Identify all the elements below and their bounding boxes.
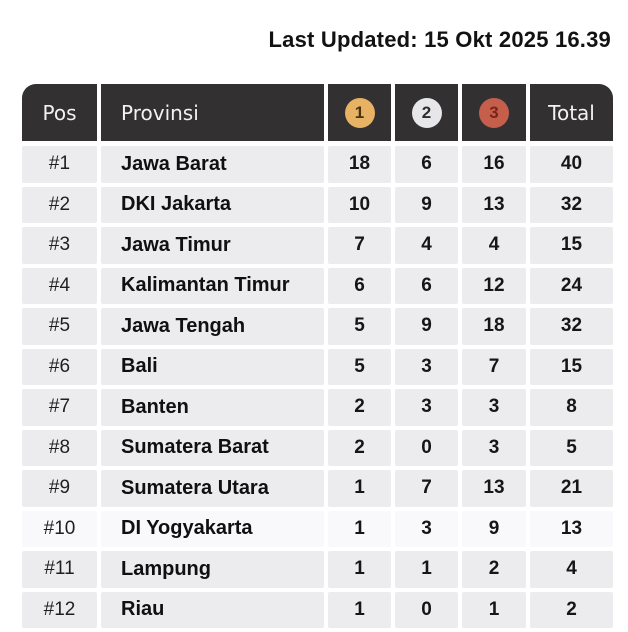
cell-bronze: 1 bbox=[462, 592, 526, 629]
table-row bbox=[22, 268, 613, 305]
table-row bbox=[22, 308, 613, 345]
cell-silver: 9 bbox=[395, 187, 458, 224]
table-body bbox=[22, 146, 613, 628]
cell-gold: 7 bbox=[328, 227, 391, 264]
medal-standings-table bbox=[22, 84, 613, 628]
column-header-pos: Pos bbox=[22, 84, 97, 141]
cell-province: Sumatera Barat bbox=[101, 430, 324, 467]
cell-bronze: 16 bbox=[462, 146, 526, 183]
cell-province: Lampung bbox=[101, 551, 324, 588]
cell-province: Jawa Tengah bbox=[101, 308, 324, 345]
column-header-gold bbox=[328, 84, 391, 141]
cell-total: 32 bbox=[530, 187, 613, 224]
cell-province: Banten bbox=[101, 389, 324, 426]
cell-bronze: 3 bbox=[462, 430, 526, 467]
cell-pos: #8 bbox=[22, 430, 97, 467]
cell-bronze: 12 bbox=[462, 268, 526, 305]
cell-pos: #4 bbox=[22, 268, 97, 305]
cell-province: Riau bbox=[101, 592, 324, 629]
cell-silver: 9 bbox=[395, 308, 458, 345]
cell-gold: 6 bbox=[328, 268, 391, 305]
cell-total: 40 bbox=[530, 146, 613, 183]
cell-pos: #2 bbox=[22, 187, 97, 224]
cell-gold: 5 bbox=[328, 349, 391, 386]
table-row bbox=[22, 227, 613, 264]
cell-silver: 3 bbox=[395, 511, 458, 548]
cell-silver: 3 bbox=[395, 349, 458, 386]
cell-silver: 0 bbox=[395, 430, 458, 467]
table-header-row bbox=[22, 84, 613, 141]
cell-pos: #3 bbox=[22, 227, 97, 264]
table-row bbox=[22, 187, 613, 224]
cell-pos: #1 bbox=[22, 146, 97, 183]
cell-pos: #12 bbox=[22, 592, 97, 629]
cell-bronze: 13 bbox=[462, 187, 526, 224]
cell-total: 21 bbox=[530, 470, 613, 507]
cell-province: Bali bbox=[101, 349, 324, 386]
cell-pos: #11 bbox=[22, 551, 97, 588]
cell-gold: 2 bbox=[328, 430, 391, 467]
cell-province: Jawa Barat bbox=[101, 146, 324, 183]
cell-gold: 18 bbox=[328, 146, 391, 183]
cell-bronze: 3 bbox=[462, 389, 526, 426]
cell-province: DKI Jakarta bbox=[101, 187, 324, 224]
cell-pos: #9 bbox=[22, 470, 97, 507]
cell-gold: 5 bbox=[328, 308, 391, 345]
cell-province: Jawa Timur bbox=[101, 227, 324, 264]
column-header-total: Total bbox=[530, 84, 613, 141]
cell-bronze: 18 bbox=[462, 308, 526, 345]
cell-silver: 0 bbox=[395, 592, 458, 629]
gold-medal-icon: 1 bbox=[345, 98, 375, 128]
cell-pos: #10 bbox=[22, 511, 97, 548]
last-updated-text: Last Updated: 15 Okt 2025 16.39 bbox=[268, 27, 611, 52]
cell-silver: 7 bbox=[395, 470, 458, 507]
cell-total: 24 bbox=[530, 268, 613, 305]
cell-silver: 1 bbox=[395, 551, 458, 588]
bronze-medal-icon: 3 bbox=[479, 98, 509, 128]
cell-silver: 6 bbox=[395, 268, 458, 305]
cell-gold: 1 bbox=[328, 592, 391, 629]
cell-province: Sumatera Utara bbox=[101, 470, 324, 507]
table-row bbox=[22, 146, 613, 183]
cell-total: 5 bbox=[530, 430, 613, 467]
cell-silver: 4 bbox=[395, 227, 458, 264]
cell-bronze: 4 bbox=[462, 227, 526, 264]
cell-pos: #6 bbox=[22, 349, 97, 386]
silver-medal-icon: 2 bbox=[412, 98, 442, 128]
table-row bbox=[22, 592, 613, 629]
cell-silver: 3 bbox=[395, 389, 458, 426]
cell-pos: #7 bbox=[22, 389, 97, 426]
cell-total: 15 bbox=[530, 349, 613, 386]
cell-silver: 6 bbox=[395, 146, 458, 183]
cell-gold: 2 bbox=[328, 389, 391, 426]
cell-total: 13 bbox=[530, 511, 613, 548]
cell-total: 32 bbox=[530, 308, 613, 345]
cell-bronze: 13 bbox=[462, 470, 526, 507]
table-row bbox=[22, 430, 613, 467]
cell-gold: 1 bbox=[328, 511, 391, 548]
cell-bronze: 2 bbox=[462, 551, 526, 588]
cell-bronze: 7 bbox=[462, 349, 526, 386]
column-header-bronze bbox=[462, 84, 526, 141]
table-row bbox=[22, 349, 613, 386]
table-row bbox=[22, 551, 613, 588]
cell-gold: 1 bbox=[328, 551, 391, 588]
cell-bronze: 9 bbox=[462, 511, 526, 548]
cell-total: 15 bbox=[530, 227, 613, 264]
column-header-province: Provinsi bbox=[101, 84, 324, 141]
column-header-silver bbox=[395, 84, 458, 141]
table-row bbox=[22, 389, 613, 426]
cell-gold: 1 bbox=[328, 470, 391, 507]
table-row bbox=[22, 470, 613, 507]
table-row bbox=[22, 511, 613, 548]
cell-total: 4 bbox=[530, 551, 613, 588]
cell-total: 2 bbox=[530, 592, 613, 629]
cell-province: Kalimantan Timur bbox=[101, 268, 324, 305]
cell-gold: 10 bbox=[328, 187, 391, 224]
cell-pos: #5 bbox=[22, 308, 97, 345]
cell-total: 8 bbox=[530, 389, 613, 426]
cell-province: DI Yogyakarta bbox=[101, 511, 324, 548]
